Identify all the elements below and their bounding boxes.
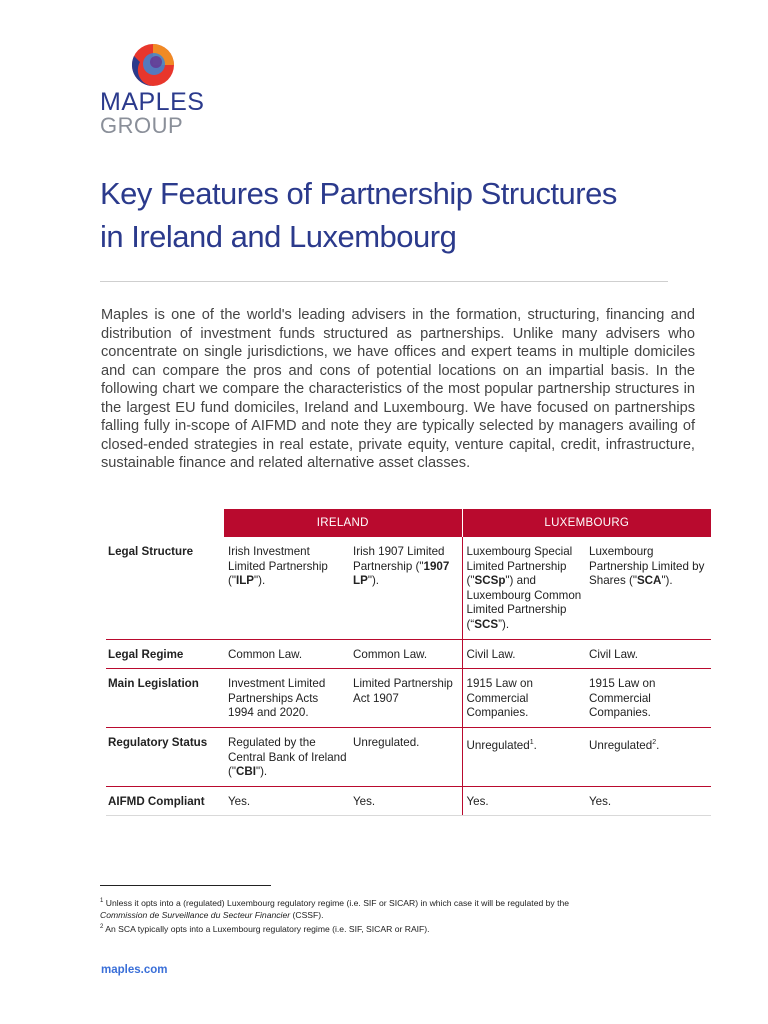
cell-luxembourg-sca: Luxembourg Partnership Limited by Shares ("SCA"). xyxy=(585,537,711,639)
cell-ireland-ilp: Regulated by the Central Bank of Ireland ("CBI"). xyxy=(224,727,349,786)
cell-luxembourg-scsp: Civil Law. xyxy=(462,639,585,669)
cell-luxembourg-sca: Unregulated$^2$. xyxy=(585,727,711,786)
row-label: Regulatory Status xyxy=(106,727,224,786)
table-row xyxy=(106,786,711,816)
footnote-1: $^1$ Unless it opts into a (regulated) Luxembourg regulatory regime (i.e. SIF or SICAR) in which case it will be regulated by the Commission de Surveillance du Secteur Financier (CSSF). xyxy=(100,897,570,920)
table-header-row xyxy=(106,509,711,537)
cell-ireland-1907lp: Common Law. xyxy=(349,639,462,669)
maples-group-logo xyxy=(100,42,210,137)
cell-luxembourg-scsp: Unregulated$^1$. xyxy=(462,727,585,786)
footnote-ref-2[interactable]: 2 xyxy=(652,738,657,746)
cell-ireland-1907lp: Irish 1907 Limited Partnership ("1907 LP"). xyxy=(349,537,462,639)
footnote-2: $^2$ An SCA typically opts into a Luxembourg regulatory regime (i.e. SIF, SICAR or RAIF). xyxy=(100,923,430,934)
page-title-line1: Key Features of Partnership Structures xyxy=(100,176,617,211)
row-label: AIFMD Compliant xyxy=(106,786,224,816)
cell-ireland-1907lp: Unregulated. xyxy=(349,727,462,786)
logo-wordmark-maples: MAPLES xyxy=(100,88,205,116)
table-row xyxy=(106,669,711,728)
cell-ireland-1907lp: Yes. xyxy=(349,786,462,816)
logo-wordmark-group: GROUP xyxy=(100,113,184,138)
table-header-blank xyxy=(106,509,224,537)
cell-luxembourg-scsp: Yes. xyxy=(462,786,585,816)
header-ireland: IRELAND xyxy=(224,509,462,537)
footnote-ref-1[interactable]: 1 xyxy=(529,738,534,746)
row-label: Legal Structure xyxy=(106,537,224,639)
cell-luxembourg-sca: Civil Law. xyxy=(585,639,711,669)
table-row xyxy=(106,537,711,639)
page-title-line2: in Ireland and Luxembourg xyxy=(100,219,457,254)
row-label: Legal Regime xyxy=(106,639,224,669)
table-row xyxy=(106,727,711,786)
title-divider xyxy=(100,281,668,282)
intro-paragraph: Maples is one of the world's leading advisers in the formation, structuring, financing and distribution of investment funds structured as partnerships. Unlike many advisers who concentrate on single jurisdictions, we have offices and expert teams in multiple domiciles and can compare the pros and cons of potential locations on an impartial basis. In the following chart we compare the characteristics of the most popular partnership structures in the largest EU fund domiciles, Ireland and Luxembourg. We have focused on partnerships falling fully in-scope of AIFMD and note they are typically selected by managers availing of closed-ended strategies in real estate, private equity, venture capital, credit, infrastructure, sustainable finance and related alternative asset classes. xyxy=(101,307,695,471)
row-label: Main Legislation xyxy=(106,669,224,728)
cell-ireland-ilp: Investment Limited Partnerships Acts 1994 and 2020. xyxy=(224,669,349,728)
website-link[interactable]: maples.com xyxy=(101,964,168,976)
cell-luxembourg-sca: Yes. xyxy=(585,786,711,816)
header-luxembourg: LUXEMBOURG xyxy=(462,509,711,537)
cell-luxembourg-scsp: Luxembourg Special Limited Partnership ("SCSp") and Luxembourg Common Limited Partnership (“SCS”). xyxy=(462,537,585,639)
cell-ireland-ilp: Common Law. xyxy=(224,639,349,669)
cell-luxembourg-sca: 1915 Law on Commercial Companies. xyxy=(585,669,711,728)
table-row xyxy=(106,639,711,669)
cell-ireland-ilp: Irish Investment Limited Partnership ("ILP"). xyxy=(224,537,349,639)
comparison-table xyxy=(106,509,711,816)
cell-ireland-1907lp: Limited Partnership Act 1907 xyxy=(349,669,462,728)
cell-luxembourg-scsp: 1915 Law on Commercial Companies. xyxy=(462,669,585,728)
cell-ireland-ilp: Yes. xyxy=(224,786,349,816)
page-title xyxy=(100,172,720,258)
maples-logo-mark-icon xyxy=(130,42,176,88)
footnote-divider xyxy=(100,885,271,886)
